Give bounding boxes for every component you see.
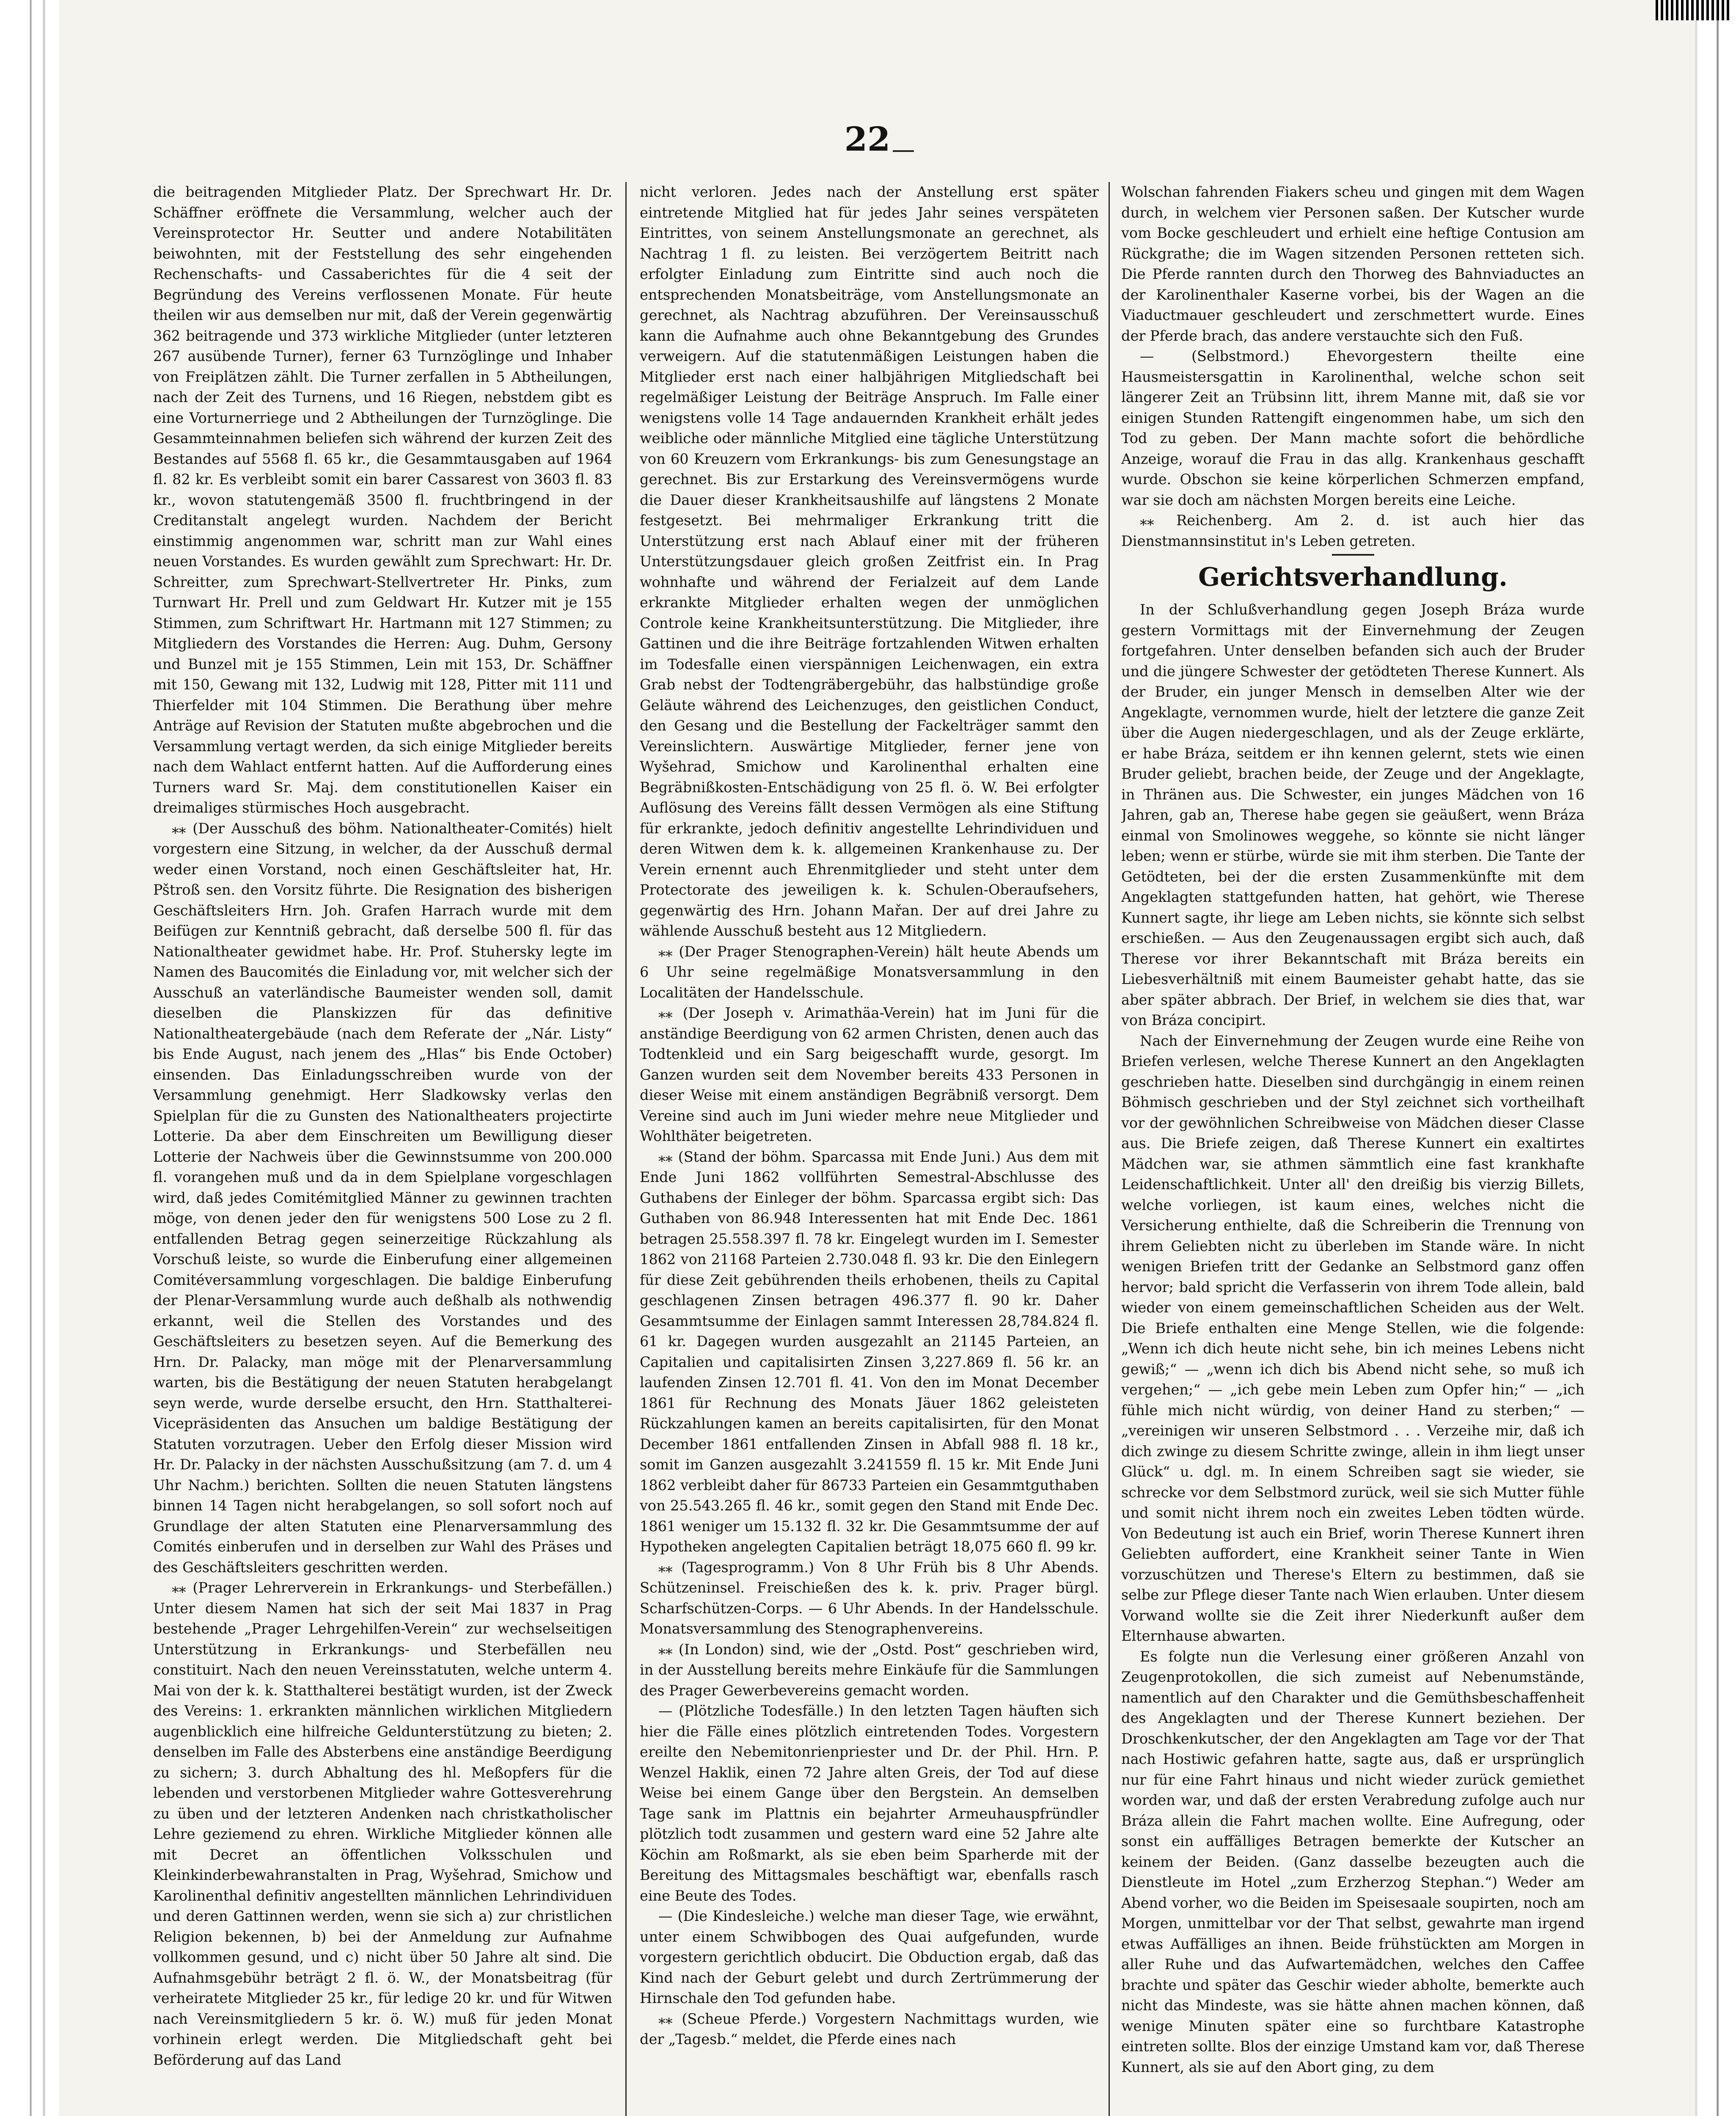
article-paragraph: — (Die Kindesleiche.) welche man dieser Tage, wie erwähnt, unter einem Schwibbogen des Quai aufgefunden, wurde vorgestern gerichtlich obducirt. Die Obduction ergab, daß das Kind nach der Geburt gelebt und durch Zertrümmerung der Hirnschale den Tod gefunden habe. bbox=[640, 1908, 1099, 2006]
article-paragraph: die beitragenden Mitglieder Platz. Der Sprechwart Hr. Dr. Schäffner eröffnete die Versammlung, welcher auch der Vereinsprotector Hr. Seutter und andere Notabilitäten beiwohnten, mit der Feststellung des sehr eingehenden Rechenschafts- und Cassaberichtes für die 4 seit der Begründung des Vereins verflossenen Monate. Für heute theilen wir aus demselben nur mit, daß der Verein gegenwärtig 362 beitragende und 373 wirkliche Mitglieder (unter letzteren 267 ausübende Turner), ferner 63 Turnzöglinge und Inhaber von Freiplätzen zählt. Die Turner zerfallen in 5 Abtheilungen, nach der Zeit des Turnens, und 16 Riegen, nebstdem gibt es eine Vorturnerriege und 2 Abtheilungen der Turnzöglinge. Die Gesammteinnahmen beliefen sich während der kurzen Zeit des Bestandes auf 5568 fl. 65 kr., die Gesammtausgaben auf 1964 fl. 82 kr. Es verbleibt somit ein barer Cassarest von 3603 fl. 83 kr., wovon statutengemäß 3500 fl. fruchtbringend in der Creditanstalt angelegt wurden. Nachdem der Bericht einstimmig angenommen war, schritt man zur Wahl eines neuen Vorstandes. Es wurden gewählt zum Sprechwart: Hr. Dr. Schreitter, zum Sprechwart-Stellvertreter Hr. Pinks, zum Turnwart Hr. Prell und zum Geldwart Hr. Kutzer mit je 155 Stimmen, zum Schriftwart Hr. Hartmann mit 127 Stimmen; zu Mitgliedern des Vorstandes die Herren: Aug. Duhm, Gersony und Bunzel mit je 155 Stimmen, Lein mit 153, Dr. Schäffner mit 150, Gewang mit 132, Ludwig mit 128, Pitter mit 111 und Thierfelder mit 104 Stimmen. Die Berathung über mehre Anträge auf Revision der Statuten mußte abgebrochen und die Versammlung vertagt werden, da sich einige Mitglieder bereits nach dem Wahlact entfernt hatten. Auf die Aufforderung eines Turners ward Sr. Maj. dem constitutionellen Kaiser ein dreimaliges stürmisches Hoch ausgebracht. bbox=[153, 184, 612, 816]
article-paragraph: Wolschan fahrenden Fiakers scheu und gingen mit dem Wagen durch, in welchem vier Personen saßen. Der Kutscher wurde vom Bocke geschleudert und erhielt eine heftige Contusion am Rückgrathe; die im Wagen sitzenden Personen retteten sich. Die Pferde rannten durch den Thorweg des Bahnviaductes an der Karolinenthaler Kaserne vorbei, bis der Wagen an die Viaductmauer geschleudert und zerschmettert wurde. Eines der Pferde brach, das andere verstauchte sich den Fuß. bbox=[1121, 184, 1585, 344]
article-paragraph: Es folgte nun die Verlesung einer größeren Anzahl von Zeugenprotokollen, die sich zumeist auf Nebenumstände, namentlich auf den Charakter und die Gemüthsbeschaffenheit des Angeklagten und der Therese Kunnert beziehen. Der Droschkenkutscher, der den Angeklagten am Tage vor der That nach Hostiwic gefahren hatte, sagte aus, daß er ursprünglich nur für eine Fahrt hinaus und nicht wieder zurück gemiethet worden war, und daß der ersten Verabredung zufolge auch nur Bráza allein die Fahrt machen wollte. Eine Aufregung, oder sonst ein auffälliges Betragen bemerkte der Kutscher an keinem der Beiden. (Ganz dasselbe bezeugten auch die Dienstleute im Hotel „zum Erzherzog Stephan.“) Weder am Abend vorher, wo die Beiden im Speisesaale soupirten, noch am Morgen, unmittelbar vor der That selbst, gewahrte man irgend etwas Auffälliges an ihnen. Beide frühstückten am Morgen in aller Ruhe und das Aufwartemädchen, welches den Caffee brachte und später das Geschir wieder abholte, bemerkte auch nicht das Mindeste, was sie hätte ahnen machen können, daß wenige Minuten später eine so furchtbare Katastrophe eintreten sollte. Blos der einzige Umstand kam vor, daß Therese Kunnert, als sie auf den Abort ging, zu dem bbox=[1121, 1648, 1585, 2075]
article-paragraph: ⁎⁎ (Prager Lehrerverein in Erkrankungs- und Sterbefällen.) Unter diesem Namen hat sich der seit Mai 1837 in Prag bestehende „Prager Lehrgehilfen-Verein“ zur wechselseitigen Unterstützung in Erkrankungs- und Sterbefällen neu constituirt. Nach den neuen Vereinsstatuten, welche unterm 4. Mai von der k. k. Statthalterei bestätigt wurden, ist der Zweck des Vereins: 1. erkrankten männlichen wirklichen Mitgliedern augenblicklich eine hilfreiche Geldunterstützung zu bieten; 2. denselben im Falle des Absterbens eine anständige Beerdigung zu sichern; 3. durch Abhaltung des hl. Meßopfers für die lebenden und verstorbenen Mitglieder wahre Gottesverehrung zu üben und der letzteren Andenken nach christkatholischer Lehre geziemend zu ehren. Wirkliche Mitglieder können alle mit Decret an öffentlichen Volksschulen und Kleinkinderbewahranstalten in Prag, Wyšehrad, Smichow und Karolinenthal definitiv angestellten männlichen Lehrindividuen und deren Gattinnen werden, wenn sie sich a) zur christlichen Religion bekennen, b) bei der Anmeldung zur Aufnahme vollkommen gesund, und c) nicht über 50 Jahre alt sind. Die Aufnahmsgebühr beträgt 2 fl. ö. W., der Monatsbeitrag (für verheiratete Mitglieder 25 kr., für ledige 20 kr. und für Witwen nach Vereinsmitgliedern 5 kr. ö. W.) muß für jeden Monat vorhinein erlegt werden. Die Mitgliedschaft geht bei Beförderung auf das Land bbox=[153, 1579, 612, 2068]
scan-border-left bbox=[0, 0, 59, 2116]
column-2 bbox=[640, 182, 1099, 2116]
article-paragraph: ⁎⁎ (Der Prager Stenographen-Verein) hält heute Abends um 6 Uhr seine regelmäßige Monatsversammlung in den Localitäten der Handelsschule. bbox=[640, 943, 1099, 1001]
article-paragraph: ⁎⁎ (Stand der böhm. Sparcassa mit Ende Juni.) Aus dem mit Ende Juni 1862 vollführten Semestral-Abschlusse des Guthabens der Einleger der böhm. Sparcassa ergibt sich: Das Guthaben von 86.948 Interessenten hat mit Ende Dec. 1861 betragen 25.558.397 fl. 78 kr. Eingelegt wurden im I. Semester 1862 von 21168 Parteien 2.730.048 fl. 93 kr. Die den Einlegern für diese Zeit gebührenden theils erhobenen, theils zu Capital geschlagenen Zinsen betragen 496.377 fl. 90 kr. Daher Gesammtsumme der Einlagen sammt Interessen 28,784.824 fl. 61 kr. Dagegen wurden ausgezahlt an 21145 Parteien, an Capitalien und capitalisirten Zinsen 3,227.869 fl. 56 kr. an laufenden Zinsen 12.701 fl. 41. Von den im Monat December 1861 für Rechnung des Monats Jäuer 1862 geleisteten Rückzahlungen kamen an bereits capitalisirten, für den Monat December 1861 entfallenden Zinsen in Abfall 988 fl. 18 kr., somit im Ganzen ausgezahlt 3.241559 fl. 15 kr. Mit Ende Juni 1862 verbleibt daher für 86733 Parteien ein Gesammtguthaben von 25.543.265 fl. 46 kr., somit gegen den Stand mit Ende Dec. 1861 weniger um 15.132 fl. 32 kr. Die Gesammtsumme der auf Hypotheken angelegten Capitalien beträgt 18,075 660 fl. 99 kr. bbox=[640, 1148, 1099, 1555]
column-1 bbox=[153, 182, 612, 2116]
article-paragraph: ⁎⁎ (Scheue Pferde.) Vorgestern Nachmittags wurden, wie der „Tagesb.“ meldet, die Pferde eines nach bbox=[640, 2010, 1099, 2047]
article-paragraph: ⁎⁎ (Tagesprogramm.) Von 8 Uhr Früh bis 8 Uhr Abends. Schützeninsel. Freischießen des k. k. priv. Prager bürgl. Scharfschützen-Corps. — 6 Uhr Abends. In der Handelsschule. Monatsversammlung des Stenographenvereins. bbox=[640, 1559, 1099, 1637]
scan-border-right bbox=[1689, 0, 1736, 2116]
page-number: 22 bbox=[844, 120, 891, 159]
scan-calibration-bars bbox=[1656, 0, 1732, 20]
section-rule bbox=[1332, 554, 1374, 556]
column-divider bbox=[1109, 182, 1110, 2116]
column-divider bbox=[625, 182, 627, 2116]
article-paragraph: — (Selbstmord.) Ehevorgestern theilte eine Hausmeistersgattin in Karolinenthal, welche schon seit längerer Zeit an Trübsinn litt, ihrem Manne mit, daß sie vor einigen Stunden Rattengift eingenommen habe, um sich den Tod zu geben. Der Mann machte sofort die behördliche Anzeige, worauf die Frau in das allg. Krankenhaus geschafft wurde. Obschon sie keine körperlichen Schmerzen empfand, war sie doch am nächsten Morgen bereits eine Leiche. bbox=[1121, 348, 1585, 508]
article-paragraph: ⁎⁎ (In London) sind, wie der „Ostd. Post“ geschrieben wird, in der Ausstellung bereits mehre Einkäufe für die Sammlungen des Prager Gewerbevereins gemacht worden. bbox=[640, 1641, 1099, 1699]
article-paragraph: Nach der Einvernehmung der Zeugen wurde eine Reihe von Briefen verlesen, welche Therese Kunnert an den Angeklagten geschrieben hatte. Dieselben sind durchgängig in einem reinen Böhmisch geschrieben und der Styl zeichnet sich vortheilhaft vor der gewöhnlichen Schreibweise von Mädchen dieser Classe aus. Die Briefe zeigen, daß Therese Kunnert ein exaltirtes Mädchen war, sie athmen sämmtlich eine fast krankhafte Leidenschaftlichkeit. Unter all' den dreißig bis vierzig Billets, welche vorliegen, ist kaum eines, welches nicht die Versicherung enthielte, daß die Schreiberin die Trennung von ihrem Geliebten nicht zu überleben im Stande wäre. In nicht wenigen Briefen tritt der Gedanke an Selbstmord ganz offen hervor; bald spricht die Verfasserin von ihrem Tode allein, bald wieder von einem gemeinschaftlichen Scheiden aus der Welt. Die Briefe enthalten eine Menge Stellen, wie die folgende: „Wenn ich dich heute nicht sehe, bin ich meines Lebens nicht gewiß;“ — „wenn ich dich bis Abend nicht sehe, so muß ich vergehen;“ — „ich gebe mein Leben zum Opfer hin;“ — „ich fühle mich nicht würdig, von deiner Hand zu sterben;“ — „vereinigen wir unseren Selbstmord . . . Verzeihe mir, daß ich dich zwinge zu diesem Schritte zwinge, allein in ihm liegt unser Glück“ u. dgl. m. In einem Schreiben sagt sie wieder, sie schrecke vor dem Selbstmord zurück, weil sie sich Mutter fühle und somit nicht ihrem noch ein zweites Leben tödten würde. Von Bedeutung ist auch ein Brief, worin Therese Kunnert ihren Geliebten auffordert, eine Krankheit seiner Tante in Wien vorzuschützen und Therese's Eltern zu bestimmen, daß sie selbe zur Pflege dieser Tante nach Wien erlauben. Unter diesem Vorwand wollte sie die Zeit ihrer Niederkunft außer dem Elternhause abwarten. bbox=[1121, 1032, 1585, 1644]
article-paragraph: In der Schlußverhandlung gegen Joseph Bráza wurde gestern Vormittags mit der Einvernehmung der Zeugen fortgefahren. Unter denselben befanden sich auch der Bruder und die jüngere Schwester der getödteten Therese Kunnert. Als der Bruder, ein junger Mensch in demselben Alter wie der Angeklagte, vernommen wurde, hielt der letztere die ganze Zeit über die Augen niedergeschlagen, und als der Zeuge erklärte, er habe Bráza, seitdem er ihn kennen gelernt, stets wie einen Bruder geliebt, brachen beide, der Zeuge und der Angeklagte, in Thränen aus. Die Schwester, ein junges Mädchen von 16 Jahren, gab an, Therese habe gegen sie geäußert, wenn Bráza einmal von Smolinowes weggehe, so könnte sie nicht länger leben; wenn er stürbe, würde sie mit ihm sterben. Die Tante der Getödteten, bei der die ersten Zusammenkünfte mit dem Angeklagten stattgefunden hatten, hat gehört, wie Therese Kunnert sagte, ihr liege am Leben nichts, sie könnte sich selbst erschießen. — Aus den Zeugenaussagen ergibt sich auch, daß Therese vor ihrer Bekanntschaft mit Bráza bereits ein Liebesverhältniß mit einem Baumeister gehabt hatte, das sie aber später abbrach. Der Brief, in welchem sie dies that, war von Bráza concipirt. bbox=[1121, 601, 1585, 1028]
article-paragraph: ⁎⁎ (Der Joseph v. Arimathäa-Verein) hat im Juni für die anständige Beerdigung von 62 armen Christen, denen auch das Todtenkleid und ein Sarg beigeschafft wurde, gesorgt. Im Ganzen wurden seit dem November bereits 433 Personen in dieser Weise mit einem anständigen Begräbniß versorgt. Dem Vereine sind auch im Juni wieder mehre neue Mitglieder und Wohlthäter beigetreten. bbox=[640, 1005, 1099, 1144]
article-paragraph: ⁎⁎ Reichenberg. Am 2. d. ist auch hier das Dienstmannsinstitut in's Leben getreten. bbox=[1121, 512, 1585, 549]
page-number-rule bbox=[893, 150, 914, 152]
article-paragraph: nicht verloren. Jedes nach der Anstellung erst später eintretende Mitglied hat für jedes Jahr seines verspäteten Eintrittes, von seinem Anstellungsmonate an gerechnet, als Nachtrag 1 fl. zu leisten. Bei verzögertem Beitritt nach erfolgter Einladung zum Eintritte sind auch noch die entsprechenden Monatsbeiträge, vom Anstellungsmonate an gerechnet, als Nachtrag abzuführen. Der Vereinsausschuß kann die Aufnahme auch ohne Bekanntgebung des Grundes verweigern. Auf die statutenmäßigen Leistungen haben die Mitglieder erst nach einer halbjährigen Mitgliedschaft bei regelmäßiger Leistung der Beiträge Anspruch. Im Falle einer wenigstens volle 14 Tage andauernden Krankheit erhält jedes weibliche oder männliche Mitglied eine tägliche Unterstützung von 60 Kreuzern vom Erkrankungs- bis zum Genesungstage an gerechnet. Bis zur Erstarkung des Vereinsvermögens wurde die Dauer dieser Krankheitsaushilfe auf längstens 2 Monate festgesetzt. Bei mehrmaliger Erkrankung tritt die Unterstützung erst nach Ablauf einer mit der früheren Unterstützungsdauer gleich großen Zeitfrist ein. In Prag wohnhafte und während der Ferialzeit auf dem Lande erkrankte Mitglieder erhalten wegen der unmöglichen Controle keine Krankheitsunterstützung. Die Mitglieder, ihre Gattinen und die ihre Beiträge fortzahlenden Witwen erhalten im Todesfalle einen vierspännigen Leichenwagen, ein extra Grab nebst der Todtengräbergebühr, das halbstündige große Geläute während des Leichenzuges, den geistlichen Conduct, den Gesang und die Bestellung der Fackelträger sammt den Vereinslichtern. Auswärtige Mitglieder, ferner jene von Wyšehrad, Smichow und Karolinenthal erhalten eine Begräbnißkosten-Entschädigung von 25 fl. ö. W. Bei erfolgter Auflösung des Vereins fällt dessen Vermögen als eine Stiftung für erkrankte, jedoch definitiv angestellte Lehrindividuen und deren Witwen dem k. k. allgemeinen Krankenhause zu. Der Verein ernennt auch Ehrenmitglieder und steht unter dem Protectorate des jeweiligen k. k. Schulen-Oberaufsehers, gegenwärtig des Hrn. Johann Mařan. Der auf drei Jahre zu wählende Ausschuß besteht aus 12 Mitgliedern. bbox=[640, 184, 1099, 939]
article-paragraph: ⁎⁎ (Der Ausschuß des böhm. Nationaltheater-Comités) hielt vorgestern eine Sitzung, in welcher, da der Ausschuß dermal weder einen Vorstand, noch einen Geschäftsleiter hat, Hr. Pštroß sen. den Vorsitz führte. Die Resignation des bisherigen Geschäftsleiters Hrn. Joh. Grafen Harrach wurde mit dem Beifügen zur Kenntniß gebracht, daß derselbe 500 fl. für das Nationaltheater gewidmet habe. Hr. Prof. Stuhersky legte im Namen des Baucomités die Einladung vor, mit welcher sich der Ausschuß an vaterländische Baumeister wenden soll, damit dieselben die Planskizzen für das definitive Nationaltheatergebäude (nach dem Referate der „Nár. Listy“ bis Ende August, nach jenem des „Hlas“ bis Ende October) einsenden. Das Einladungsschreiben wurde von der Versammlung genehmigt. Herr Sladkowsky verlas den Spielplan für die zu Gunsten des Nationaltheaters projectirte Lotterie. Da aber dem Einschreiten um Bewilligung dieser Lotterie der Nachweis über die Gewinnstsumme von 200.000 fl. vorangehen muß und da in dem Spielplane vorgeschlagen wird, daß jedes Comitémitglied Männer zu gewinnen trachten möge, von denen jeder den für wenigstens 500 Lose zu 2 fl. entfallenden Betrag gegen seinerzeitige Rückzahlung als Vorschuß leiste, so wurde die Einberufung einer allgemeinen Comitéversammlung vorgeschlagen. Die baldige Einberufung der Plenar-Versammlung wurde auch deßhalb als nothwendig erkannt, weil die Stellen des Vorstandes und des Geschäftsleiters zu besetzen seyen. Auf die Bemerkung des Hrn. Dr. Palacky, man möge mit der Plenarversammlung warten, bis die Bestätigung der neuen Statuten herabgelangt seyn werde, wurde derselbe ersucht, den Hrn. Statthalterei-Vicepräsidenten das Ansuchen um baldige Bestätigung der Statuten vorzutragen. Ueber den Erfolg dieser Mission wird Hr. Dr. Palacky in der nächsten Ausschußsitzung (am 7. d. um 4 Uhr Nachm.) berichten. Sollten die neuen Statuten längstens binnen 14 Tagen nicht herabgelangen, so soll sofort noch auf Grundlage der alten Statuten eine Plenarversammlung des Comités einberufen und in derselben zur Wahl des Präses und des Geschäftsleiters geschritten werden. bbox=[153, 820, 612, 1576]
section-heading: Gerichtsverhandlung. bbox=[1198, 562, 1508, 592]
article-paragraph: — (Plötzliche Todesfälle.) In den letzten Tagen häuften sich hier die Fälle eines plötzlich eintretenden Todes. Vorgestern ereilte den Nebemitonrienpriester und Dr. der Phil. Hrn. P. Wenzel Haklik, einen 72 Jahre alten Greis, der Tod auf diese Weise bei einem Gange über den Bergstein. An demselben Tage sank im Plattnis ein bejahrter Armeuhauspfründler plötzlich todt zusammen und gestern ward eine 52 Jahre alte Köchin am Roßmarkt, als sie eben beim Sparherde mit der Bereitung des Mittagsmales beschäftigt war, ebenfalls rasch eine Beute des Todes. bbox=[640, 1703, 1099, 1904]
column-3 bbox=[1121, 182, 1585, 2116]
